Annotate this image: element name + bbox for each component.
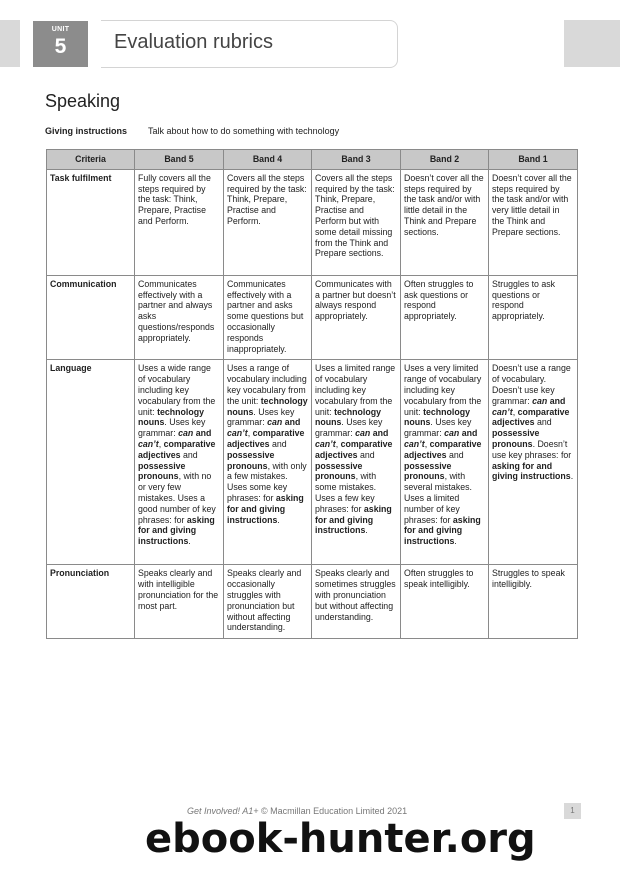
rich-text-run: comparative adjectives <box>138 438 216 460</box>
rich-text-run: comparative adjectives <box>492 406 570 428</box>
band-cell: Communicates effectively with a partner and always asks questions/responds appropriately. <box>135 275 224 360</box>
footer-copyright-text: © Macmillan Education Limited 2021 <box>258 806 408 816</box>
rich-text-run: asking for and giving instructions <box>138 514 215 547</box>
rich-text-run: . <box>570 471 574 482</box>
rich-text-run: , with several mistakes. Uses a limited number of key phrases: for <box>404 471 472 525</box>
rich-text-run: and <box>193 428 212 439</box>
rich-text-run: and <box>370 428 389 439</box>
right-edge-tab <box>564 20 620 67</box>
rich-text-run: , <box>158 438 164 449</box>
rich-text-run: can <box>444 428 460 439</box>
table-header-row <box>47 150 578 170</box>
band-cell <box>401 360 489 565</box>
band-cell <box>312 360 401 565</box>
rich-text-run: Doesn’t use a range of vocabulary. Doesn’t use key grammar: <box>492 363 571 406</box>
rich-text-run: can’t <box>492 406 513 417</box>
watermark-text: ebook-hunter.org <box>145 816 536 862</box>
unit-label: UNIT <box>51 26 70 33</box>
section-title: Speaking <box>45 91 121 111</box>
band-cell: Communicates with a partner but doesn’t always respond appropriately. <box>312 275 401 360</box>
band-cell: Covers all the steps required by the task: Think, Prepare, Practise and Perform. <box>224 169 312 275</box>
rich-text-run: possessive pronouns <box>492 428 540 449</box>
unit-number: 5 <box>54 35 67 58</box>
band-cell: Doesn’t cover all the steps required by the task and/or with very little detail in the Think and Prepare sections. <box>489 169 578 275</box>
rich-text-run: and <box>180 449 198 460</box>
table-row <box>47 565 578 639</box>
rich-text-run: can <box>355 428 371 439</box>
rich-text-run: comparative adjectives <box>315 438 393 460</box>
band-cell: Often struggles to speak intelligibly. <box>401 565 489 639</box>
rich-text-run: and <box>269 438 287 449</box>
rich-text-run: can <box>267 417 283 428</box>
rich-text-run: can’t <box>404 438 425 449</box>
rich-text-run: and <box>282 417 301 428</box>
band-cell: Communicates effectively with a partner and asks some questions but occasionally responds inappropriately. <box>224 275 312 360</box>
rich-text-run: possessive pronouns <box>404 460 452 482</box>
rich-text-run: can’t <box>315 438 336 449</box>
criteria-cell: Task fulfilment <box>47 169 135 275</box>
rich-text-run: asking for and giving instructions <box>492 460 571 482</box>
rich-text-run: can’t <box>227 428 248 439</box>
header-band-3: Band 3 <box>312 150 401 170</box>
band-cell: Speaks clearly and with intelligible pronunciation for the most part. <box>135 565 224 639</box>
rich-text-run: can’t <box>138 438 159 449</box>
band-cell <box>489 360 578 565</box>
band-cell: Doesn’t cover all the steps required by the task and/or with little detail in the Think and Prepare sections. <box>401 169 489 275</box>
band-cell: Fully covers all the steps required by the task: Think, Prepare, Practise and Perform. <box>135 169 224 275</box>
rich-text-run: . <box>188 536 191 547</box>
band-cell: Struggles to speak intelligibly. <box>489 565 578 639</box>
rubric-table <box>46 149 578 639</box>
band-cell: Often struggles to ask questions or respond appropriately. <box>401 275 489 360</box>
left-edge-tab <box>0 20 20 67</box>
rich-text-run: , with only a few mistakes. Uses some key phrases: for <box>227 460 307 503</box>
table-row <box>47 360 578 565</box>
page-title: Evaluation rubrics <box>114 31 273 53</box>
rich-text-run: comparative adjectives <box>227 428 305 449</box>
rich-text-run: . Uses key grammar: <box>315 417 383 439</box>
rich-text-run: , with no or very few mistakes. Uses a good number of key phrases: for <box>138 471 216 525</box>
rich-text-run: Uses a very limited range of vocabulary including key vocabulary from the unit: <box>404 363 482 417</box>
rich-text-run: , <box>247 428 253 439</box>
rich-text-run: asking for and giving instructions <box>315 503 392 536</box>
criteria-cell: Pronunciation <box>47 565 135 639</box>
header-band-4: Band 4 <box>224 150 312 170</box>
band-cell <box>224 360 312 565</box>
rich-text-run: , <box>335 438 341 449</box>
rich-text-run: Uses a wide range of vocabulary including key vocabulary from the unit: <box>138 363 216 417</box>
rich-text-run: and <box>534 417 552 428</box>
rich-text-run: technology nouns <box>315 406 381 428</box>
rich-text-run: , <box>424 438 430 449</box>
header-band-5: Band 5 <box>135 150 224 170</box>
rich-text-run: nouns <box>227 406 254 417</box>
page-number: 1 <box>564 803 581 819</box>
band-cell: Speaks clearly and sometimes struggles with pronunciation but without affecting understanding. <box>312 565 401 639</box>
rich-text-run: possessive pronouns <box>227 449 275 471</box>
rich-text-run: Uses a limited range of vocabulary including key vocabulary from the unit: <box>315 363 396 417</box>
header-band-1: Band 1 <box>489 150 578 170</box>
rich-text-run: nouns <box>404 417 431 428</box>
rich-text-run: . <box>277 514 280 525</box>
header-band-2: Band 2 <box>401 150 489 170</box>
rich-text-run: and <box>547 395 566 406</box>
table-row <box>47 169 578 275</box>
rich-text-run: , <box>512 406 518 417</box>
rich-text-run: technology nouns <box>138 406 204 428</box>
rich-text-run: asking for and giving instructions <box>404 514 481 547</box>
unit-badge <box>33 21 88 67</box>
rich-text-run: technology <box>260 395 308 406</box>
task-label: Giving instructions <box>45 126 128 136</box>
rich-text-run: and <box>459 428 478 439</box>
header-criteria: Criteria <box>47 150 135 170</box>
band-cell <box>135 360 224 565</box>
band-cell: Covers all the steps required by the task: Think, Prepare, Practise and Perform but with some detail missing from the Think and Prepare sections. <box>312 169 401 275</box>
page-title-box <box>101 20 398 68</box>
rich-text-run: . Uses key grammar: <box>227 406 295 428</box>
rich-text-run: . Doesn’t use key phrases: for <box>492 438 572 460</box>
rich-text-run: Uses a range of vocabulary including key vocabulary from the unit: <box>227 363 307 406</box>
band-cell: Struggles to ask questions or respond appropriately. <box>489 275 578 360</box>
rich-text-run: and <box>357 449 375 460</box>
criteria-cell: Communication <box>47 275 135 360</box>
rich-text-run: can <box>178 428 194 439</box>
task-description: Talk about how to do something with technology <box>148 126 340 136</box>
rich-text-run: . Uses key grammar: <box>138 417 206 439</box>
table-row <box>47 275 578 360</box>
rich-text-run: . Uses key grammar: <box>404 417 472 439</box>
rich-text-run: technology <box>423 406 470 417</box>
rich-text-run: possessive pronouns <box>138 460 186 482</box>
rich-text-run: . <box>454 536 457 547</box>
rich-text-run: and <box>446 449 464 460</box>
rich-text-run: comparative adjectives <box>404 438 482 460</box>
rich-text-run: can <box>532 395 548 406</box>
criteria-cell: Language <box>47 360 135 565</box>
rich-text-run: , with some mistakes. Uses a few key phrases: for <box>315 471 377 514</box>
footer-book-title: Get Involved! A1+ <box>187 806 259 816</box>
rich-text-run: . <box>365 525 368 536</box>
rich-text-run: possessive pronouns <box>315 460 363 482</box>
footer-copyright <box>187 806 407 816</box>
rich-text-run: asking for and giving instructions <box>227 492 304 525</box>
band-cell: Speaks clearly and occasionally struggles with pronunciation but without affecting understanding. <box>224 565 312 639</box>
